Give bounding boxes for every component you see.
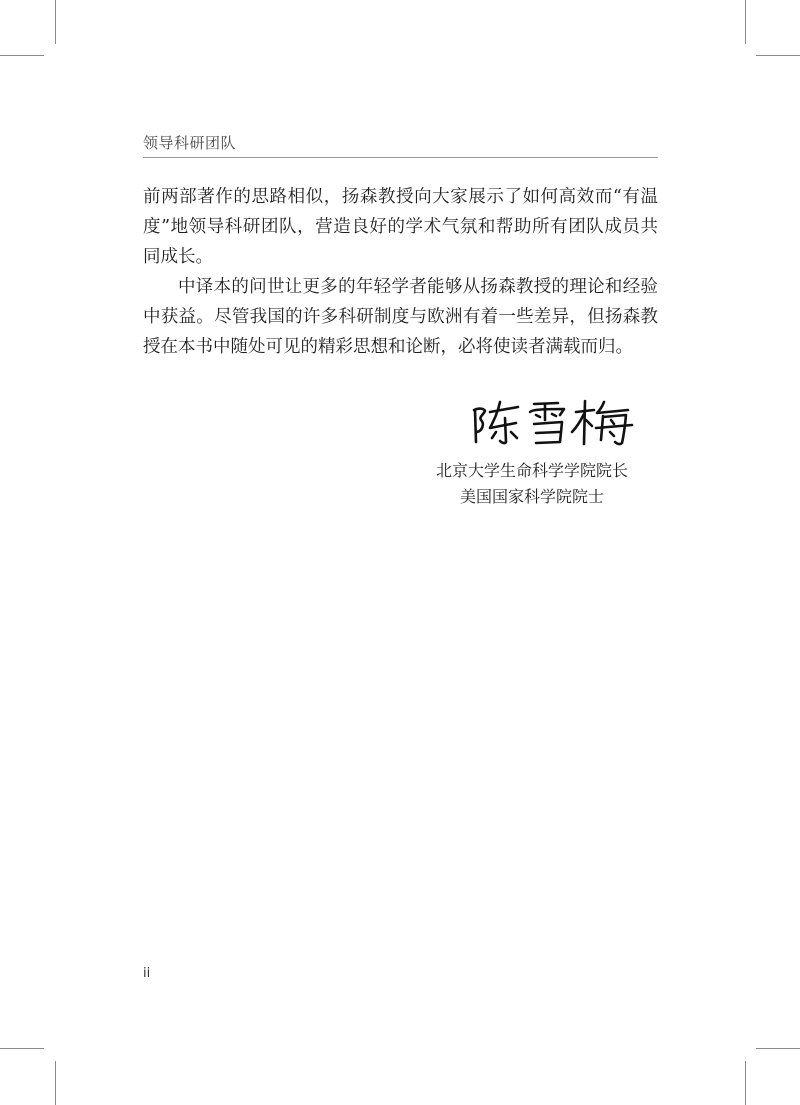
crop-mark-top-right xyxy=(745,0,746,44)
crop-mark-left-lower xyxy=(0,1048,44,1049)
handwritten-signature xyxy=(468,398,638,448)
page-number: ii xyxy=(143,966,151,981)
crop-mark-right-lower xyxy=(756,1048,800,1049)
paragraph-2: 中译本的问世让更多的年轻学者能够从扬森教授的理论和经验中获益。尽管我国的许多科研制度与欧洲有着一些差异，但扬森教授在本书中随处可见的精彩思想和论断，必将使读者满载而归。 xyxy=(143,277,658,357)
affiliation-line-1: 北京大学生命科学学院院长 xyxy=(435,461,628,480)
crop-mark-left-upper xyxy=(0,55,44,56)
crop-mark-bottom-right xyxy=(745,1061,746,1105)
body-text xyxy=(143,182,658,362)
crop-mark-bottom-left xyxy=(55,1061,56,1105)
affiliation-line-2: 美国国家科学院院士 xyxy=(459,487,604,506)
signatory-affiliation xyxy=(407,458,657,510)
crop-mark-right-upper xyxy=(756,55,800,56)
header-rule xyxy=(143,157,658,158)
paragraph-1: 前两部著作的思路相似，扬森教授向大家展示了如何高效而“有温度”地领导科研团队，营造良好的学术气氛和帮助所有团队成员共同成长。 xyxy=(143,187,658,267)
running-head: 领导科研团队 xyxy=(143,134,237,152)
crop-mark-top-left xyxy=(55,0,56,44)
